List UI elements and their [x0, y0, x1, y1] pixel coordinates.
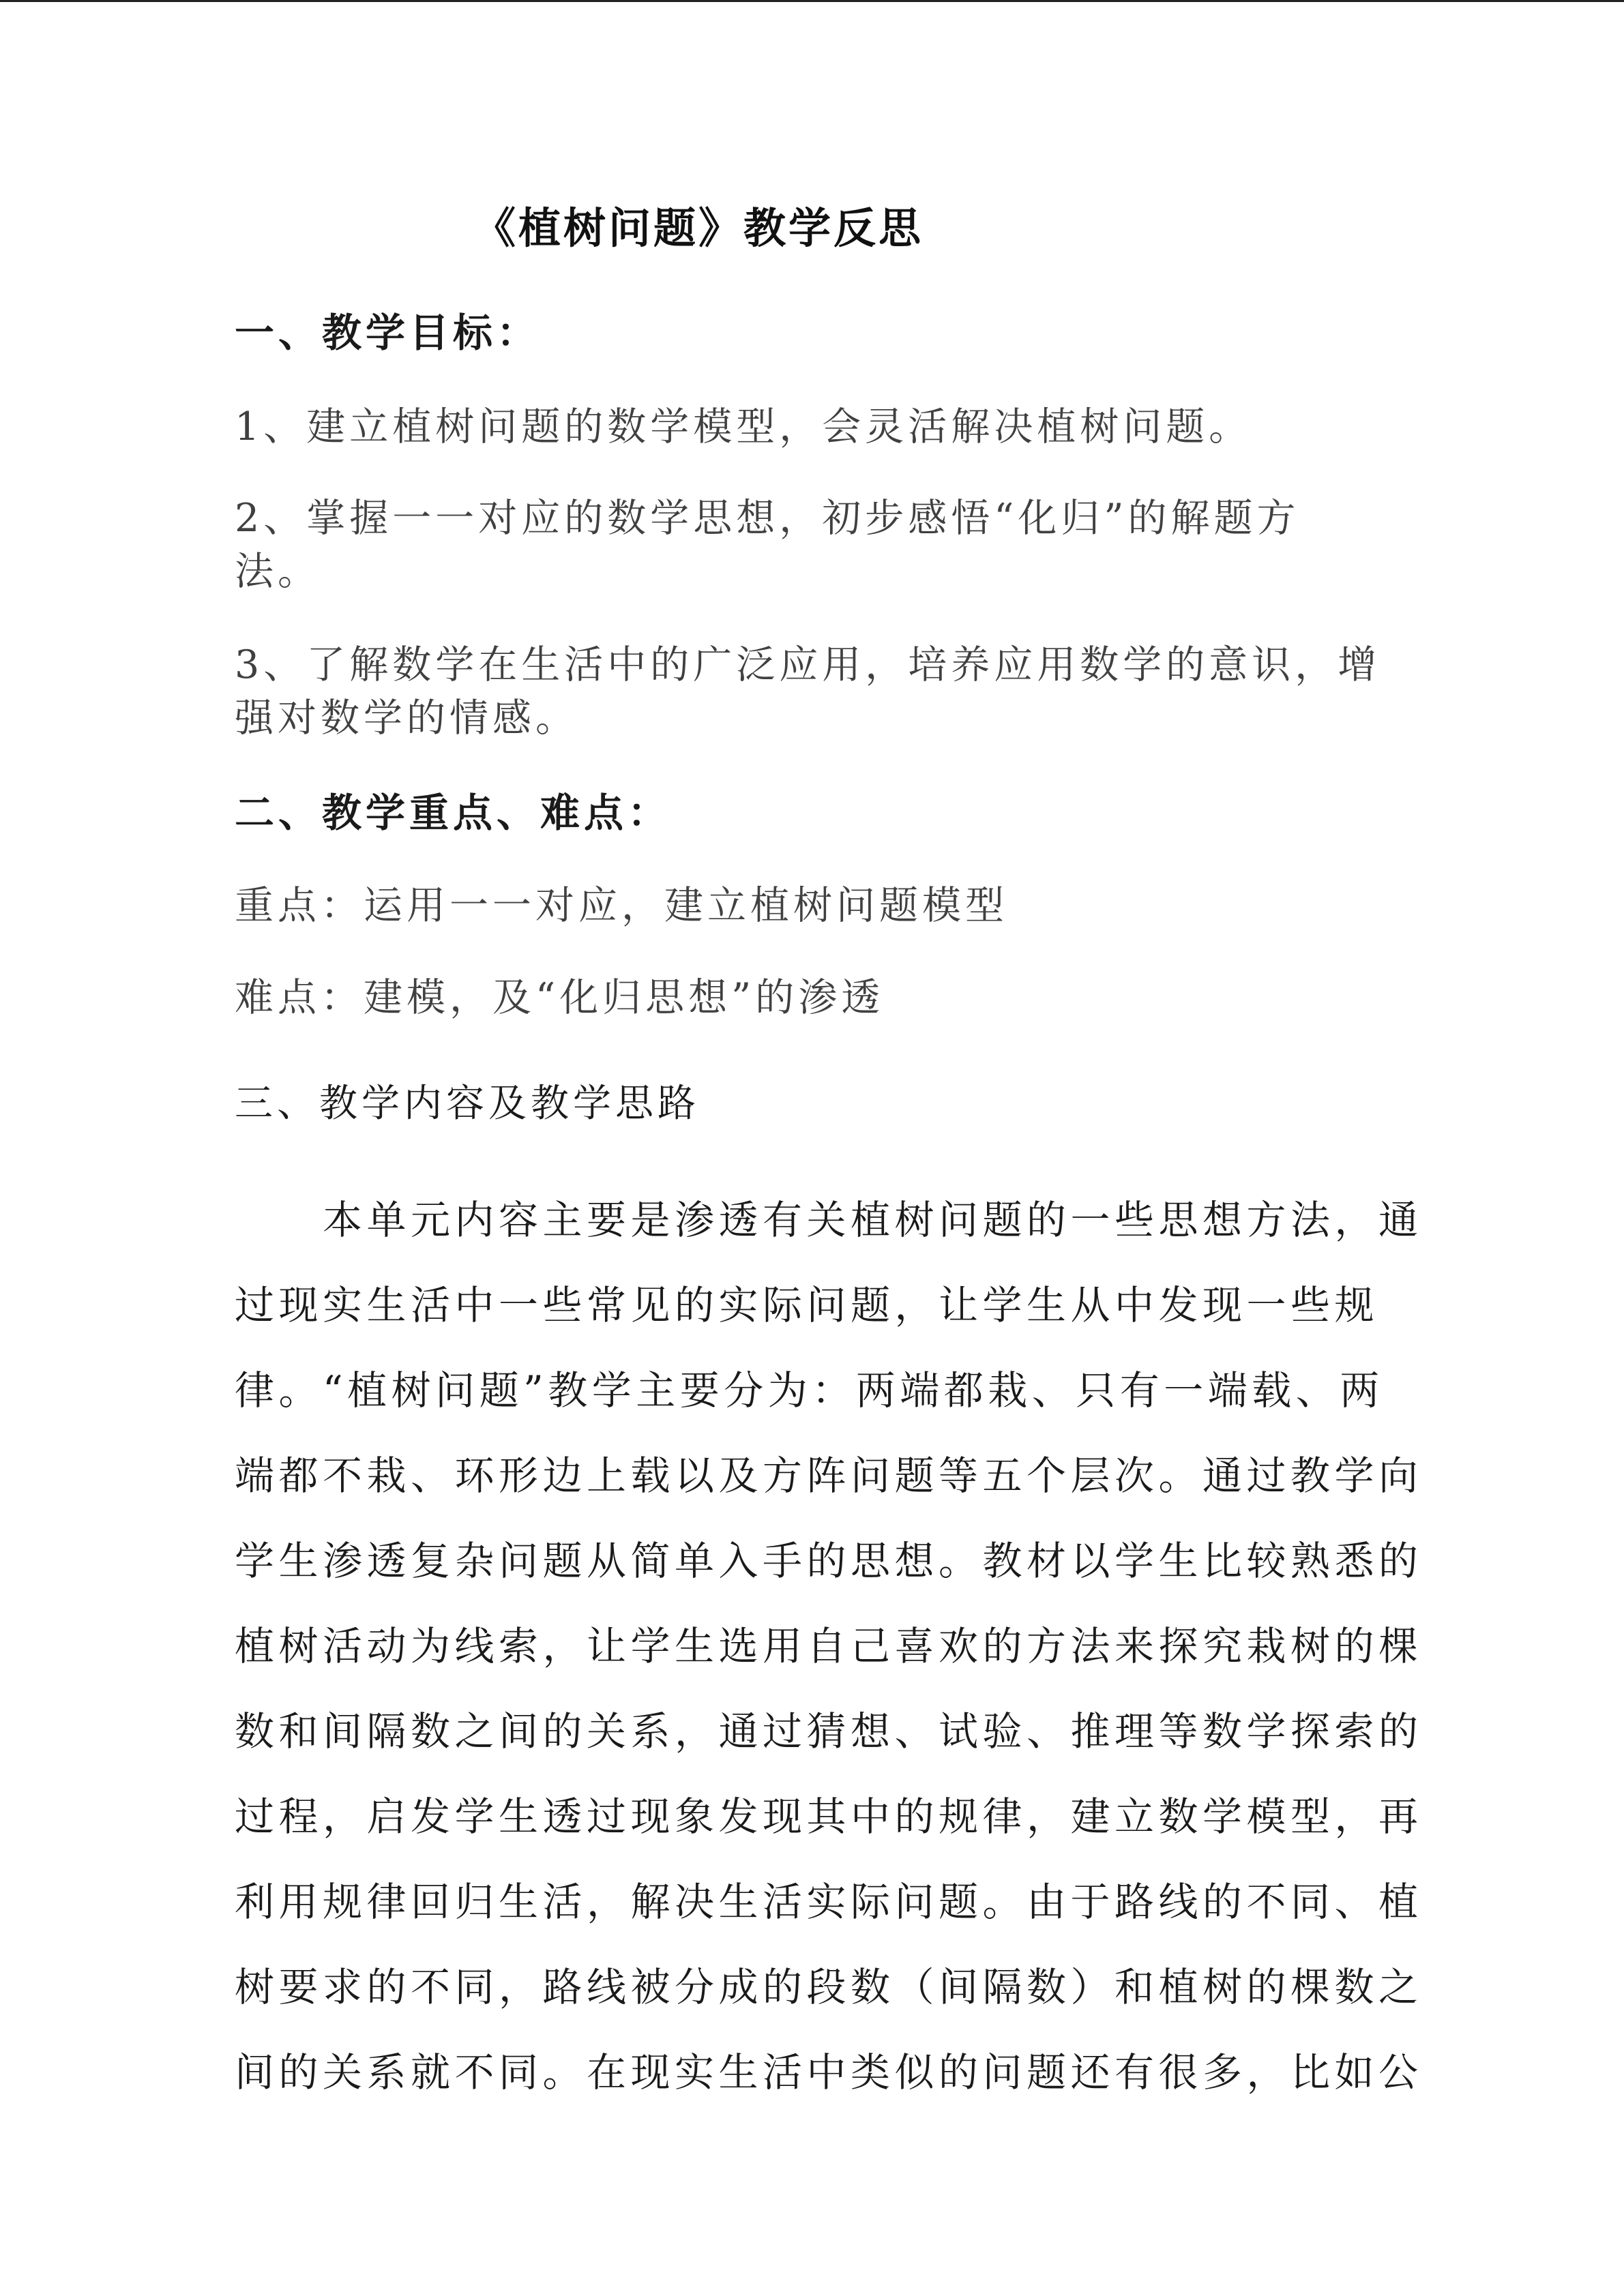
paragraph-line: 本单元内容主要是渗透有关植树问题的一些思想方法，通	[235, 1197, 1423, 1243]
section-heading-key-points: 二、教学重点、难点：	[235, 790, 672, 836]
paragraph-line: 植树活动为线索，让学生选用自己喜欢的方法来探究栽树的棵	[235, 1623, 1423, 1669]
objective-item-2	[235, 492, 1300, 598]
objective-item-2-line-2: 法。	[235, 549, 321, 594]
content-paragraph	[235, 1178, 1423, 2115]
paragraph-line: 树要求的不同，路线被分成的段数（间隔数）和植树的棵数之	[235, 1964, 1423, 2010]
paragraph-line: 数和间隔数之间的关系，通过猜想、试验、推理等数学探索的	[235, 1708, 1423, 1755]
section-heading-objectives: 一、教学目标：	[235, 310, 541, 356]
paragraph-line: 学生渗透复杂问题从简单入手的思想。教材以学生比较熟悉的	[235, 1538, 1423, 1584]
paragraph-line: 律。“植树问题”教学主要分为：两端都栽、只有一端载、两	[235, 1367, 1384, 1414]
difficult-point: 难点：建模，及“化归思想”的渗透	[235, 975, 885, 1020]
section-heading-content: 三、教学内容及教学思路	[235, 1082, 700, 1126]
document-title: 《植树问题》教学反思	[473, 203, 924, 253]
paragraph-line: 端都不栽、环形边上载以及方阵问题等五个层次。通过教学向	[235, 1452, 1423, 1499]
objective-item-3-line-2: 强对数学的情感。	[235, 696, 578, 741]
paragraph-line: 过现实生活中一些常见的实际问题，让学生从中发现一些规	[235, 1282, 1379, 1328]
paragraph-line: 过程，启发学生透过现象发现其中的规律，建立数学模型，再	[235, 1793, 1423, 1840]
objective-item-2-line-1: 2、掌握一一对应的数学思想，初步感悟“化归”的解题方	[235, 496, 1300, 541]
objective-item-1	[235, 400, 1252, 453]
objective-item-3-line-1: 3、了解数学在生活中的广泛应用，培养应用数学的意识，增	[235, 642, 1381, 687]
key-point: 重点：运用一一对应，建立植树问题模型	[235, 883, 1008, 928]
objective-item-3	[235, 638, 1381, 745]
objective-item-1-line-1: 1、建立植树问题的数学模型，会灵活解决植树问题。	[235, 404, 1252, 449]
paragraph-line: 间的关系就不同。在现实生活中类似的问题还有很多，比如公	[235, 2049, 1423, 2096]
paragraph-line: 利用规律回归生活，解决生活实际问题。由于路线的不同、植	[235, 1879, 1423, 1925]
